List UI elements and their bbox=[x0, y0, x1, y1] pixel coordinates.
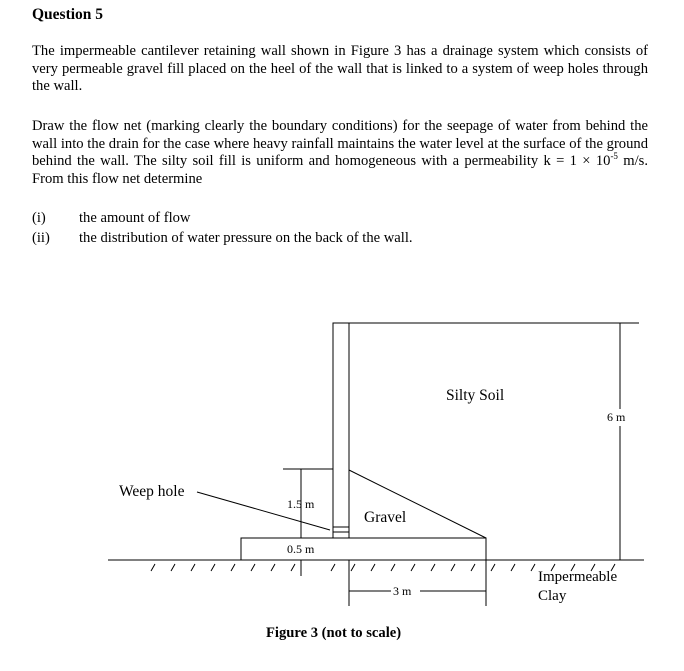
wall-base-slab bbox=[241, 538, 486, 560]
silty-soil-label: Silty Soil bbox=[446, 387, 505, 404]
item-number: (ii) bbox=[32, 230, 50, 246]
gravel-label: Gravel bbox=[364, 509, 407, 526]
figure-caption: Figure 3 (not to scale) bbox=[266, 625, 402, 641]
clay-label-line1: Impermeable bbox=[538, 569, 618, 585]
base-thickness-label: 0.5 m bbox=[287, 542, 315, 556]
gravel-drain-boundary bbox=[349, 470, 486, 538]
item-text: the distribution of water pressure on the back of the wall. bbox=[79, 230, 413, 246]
height-label: 6 m bbox=[607, 410, 626, 424]
task-text-tail: m/s. From this flow net determine bbox=[32, 153, 648, 187]
intro-paragraph: The impermeable cantilever retaining wall shown in Figure 3 has a drainage system which consists of very permeable gravel fill placed on the heel of the wall that is linked to a system of weep holes through the wall. bbox=[32, 43, 648, 94]
wall-stem bbox=[333, 323, 349, 538]
item-text: the amount of flow bbox=[79, 210, 191, 226]
gravel-height-label: 1.5 m bbox=[287, 497, 315, 511]
permeability-exponent: -5 bbox=[610, 151, 618, 161]
question-heading: Question 5 bbox=[32, 6, 104, 23]
heel-width-label: 3 m bbox=[393, 584, 412, 598]
task-text: Draw the flow net (marking clearly the boundary conditions) for the seepage of water from behind the wall into the drain for the case where heavy rainfall maintains the water level at the surface of the ground behind the wall. The silty soil fill is uniform and homogeneous with a permeability k = 1 × 10 bbox=[32, 118, 648, 169]
weep-hole-label: Weep hole bbox=[119, 483, 185, 500]
clay-label-line2: Clay bbox=[538, 588, 567, 604]
item-number: (i) bbox=[32, 210, 46, 226]
